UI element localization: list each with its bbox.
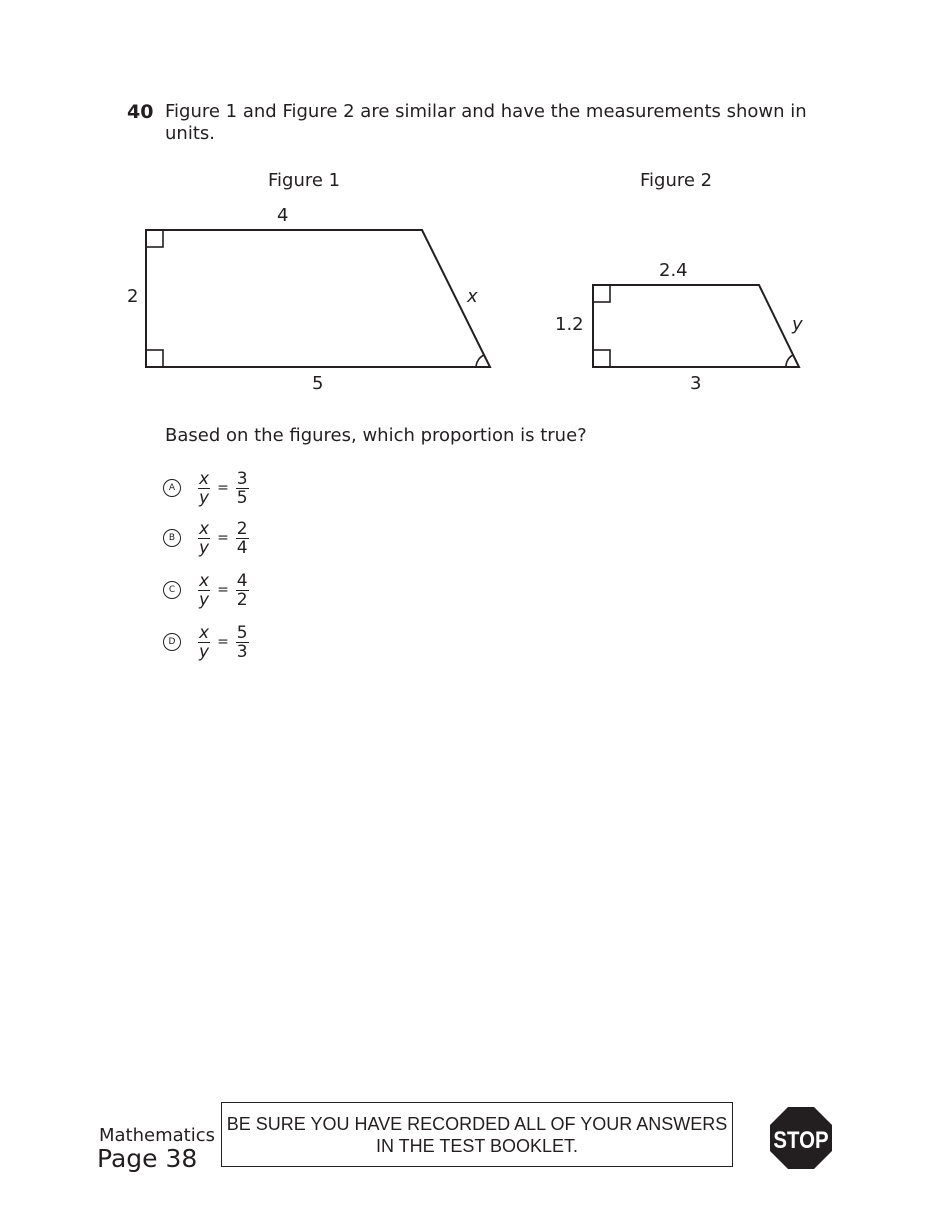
figure1-bottom-label: 5 <box>312 373 324 394</box>
question-text: Figure 1 and Figure 2 are similar and have the measurements shown in units. <box>165 101 807 144</box>
choice-b[interactable] <box>163 516 249 560</box>
choice-c-rhs-num: 4 <box>236 570 248 591</box>
choice-d-lhs <box>198 624 210 661</box>
choice-b-lhs-den: y <box>199 537 210 558</box>
choice-a-rhs <box>236 470 249 507</box>
choice-d-rhs <box>236 624 249 661</box>
choice-a[interactable] <box>163 466 249 510</box>
choice-c-equals: = <box>217 582 229 598</box>
choice-b-rhs-den: 4 <box>236 537 248 558</box>
figure2-angle-arc <box>786 355 793 367</box>
figure2-slant-label: y <box>792 314 803 335</box>
choice-b-equals: = <box>217 530 229 546</box>
answers-notice-box <box>221 1102 733 1167</box>
choice-d-lhs-num: x <box>199 622 210 643</box>
figure2-bottom-label: 3 <box>690 373 702 394</box>
footer-page-number: Page 38 <box>97 1144 198 1173</box>
figure1-left-label: 2 <box>127 286 139 307</box>
choice-d-rhs-den: 3 <box>236 641 248 662</box>
choice-b-lhs-num: x <box>199 518 210 539</box>
figure2-left-label: 1.2 <box>555 314 584 335</box>
choice-d-equals: = <box>217 634 229 650</box>
figure1-angle-arc <box>476 355 484 367</box>
figure1-right-angle-top <box>146 230 163 247</box>
notice-line-1: BE SURE YOU HAVE RECORDED ALL OF YOUR ANSWERS <box>226 1114 728 1134</box>
choice-a-rhs-den: 5 <box>236 487 248 508</box>
choice-c-rhs-den: 2 <box>236 589 248 610</box>
stop-sign-text: STOP <box>773 1126 829 1154</box>
choice-d-rhs-num: 5 <box>236 622 248 643</box>
figure2-top-label: 2.4 <box>659 260 688 281</box>
choice-c-rhs <box>236 572 249 609</box>
choice-c-bubble[interactable]: C <box>163 581 181 599</box>
choice-b-rhs <box>236 520 249 557</box>
choice-a-equals: = <box>217 480 229 496</box>
choice-d-bubble[interactable]: D <box>163 633 181 651</box>
choice-c-lhs <box>198 572 210 609</box>
choice-d-lhs-den: y <box>199 641 210 662</box>
choice-a-lhs-den: y <box>199 487 210 508</box>
figure1-top-label: 4 <box>277 205 289 226</box>
choice-a-lhs <box>198 470 210 507</box>
figure1-title: Figure 1 <box>268 170 341 191</box>
choice-c-lhs-num: x <box>199 570 210 591</box>
choice-c-lhs-den: y <box>199 589 210 610</box>
stop-sign-icon <box>769 1106 833 1170</box>
figure1-slant-label: x <box>467 286 478 307</box>
footer-subject: Mathematics <box>99 1125 215 1146</box>
figures-drawing <box>0 0 950 420</box>
figure2-trapezoid <box>593 285 799 367</box>
choice-d[interactable] <box>163 620 249 664</box>
notice-line-2: IN THE TEST BOOKLET. <box>375 1136 579 1156</box>
choice-b-lhs <box>198 520 210 557</box>
figure1-trapezoid <box>146 230 490 367</box>
figure2-right-angle-bottom <box>593 350 610 367</box>
choice-a-rhs-num: 3 <box>236 468 248 489</box>
choice-a-bubble[interactable]: A <box>163 479 181 497</box>
question-number: 40 <box>127 101 154 123</box>
choice-b-rhs-num: 2 <box>236 518 248 539</box>
figure2-right-angle-top <box>593 285 610 302</box>
choice-c[interactable] <box>163 568 249 612</box>
choice-b-bubble[interactable]: B <box>163 529 181 547</box>
figure1-right-angle-bottom <box>146 350 163 367</box>
question-prompt: Based on the figures, which proportion is true? <box>165 425 587 446</box>
figure2-title: Figure 2 <box>640 170 713 191</box>
choice-a-lhs-num: x <box>199 468 210 489</box>
